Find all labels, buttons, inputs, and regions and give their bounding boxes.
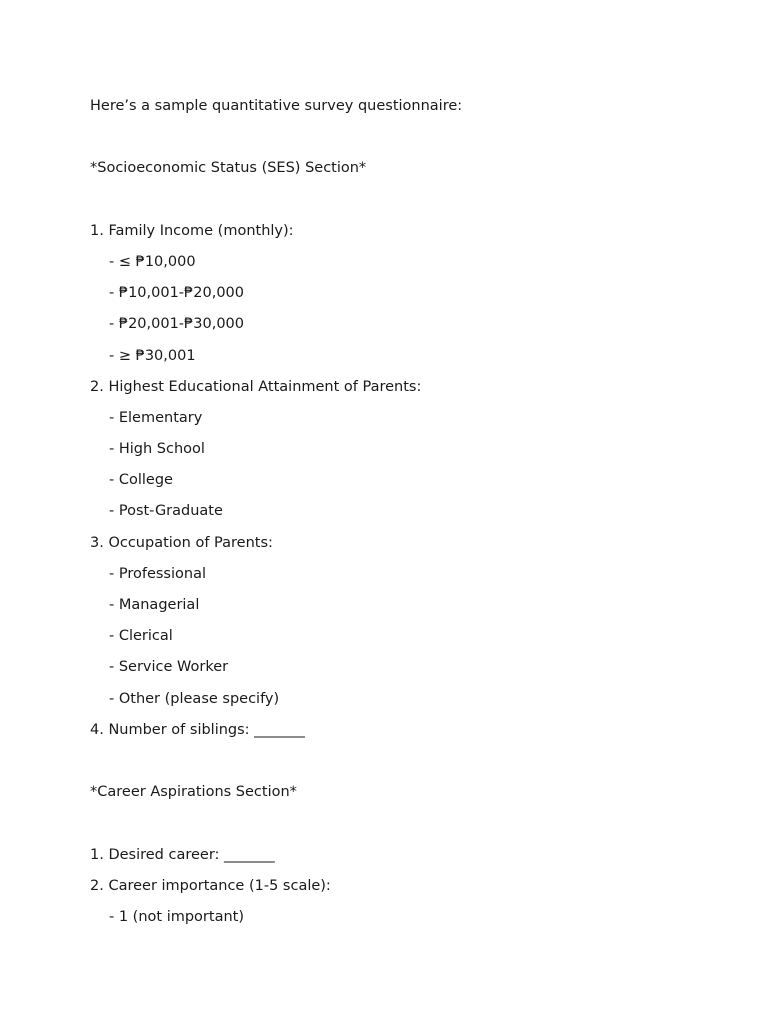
document-page bbox=[90, 91, 730, 933]
question-family-income: 1. Family Income (monthly): bbox=[90, 222, 294, 239]
question-education: 2. Highest Educational Attainment of Parents: bbox=[90, 378, 422, 395]
spacer bbox=[90, 122, 730, 153]
option-item: - High School bbox=[109, 441, 205, 458]
question-desired-career: 1. Desired career: _______ bbox=[90, 846, 275, 863]
option-item: - Post-Graduate bbox=[109, 503, 223, 520]
question-occupation: 3. Occupation of Parents: bbox=[90, 534, 273, 551]
option-item: - Professional bbox=[109, 565, 206, 582]
option-item: - Clerical bbox=[109, 628, 173, 645]
question-siblings: 4. Number of siblings: _______ bbox=[90, 721, 305, 738]
option-item: - ₱20,001-₱30,000 bbox=[109, 316, 244, 333]
option-item: - Service Worker bbox=[109, 659, 229, 676]
ses-section-title: *Socioeconomic Status (SES) Section* bbox=[90, 160, 367, 177]
spacer bbox=[90, 808, 730, 839]
option-item: - ≤ ₱10,000 bbox=[109, 253, 196, 270]
spacer bbox=[90, 746, 730, 777]
option-item: - Elementary bbox=[109, 409, 203, 426]
option-item: - 1 (not important) bbox=[109, 908, 244, 925]
option-item: - Managerial bbox=[109, 597, 200, 613]
question-career-importance: 2. Career importance (1-5 scale): bbox=[90, 877, 331, 894]
intro-text: Here’s a sample quantitative survey questionnaire: bbox=[90, 98, 463, 114]
option-item: - ₱10,001-₱20,000 bbox=[109, 285, 244, 302]
option-item: - ≥ ₱30,001 bbox=[109, 347, 196, 364]
option-item: - Other (please specify) bbox=[109, 690, 280, 707]
career-section-title: *Career Aspirations Section* bbox=[90, 784, 297, 801]
option-item: - College bbox=[109, 472, 173, 489]
spacer bbox=[90, 185, 730, 216]
